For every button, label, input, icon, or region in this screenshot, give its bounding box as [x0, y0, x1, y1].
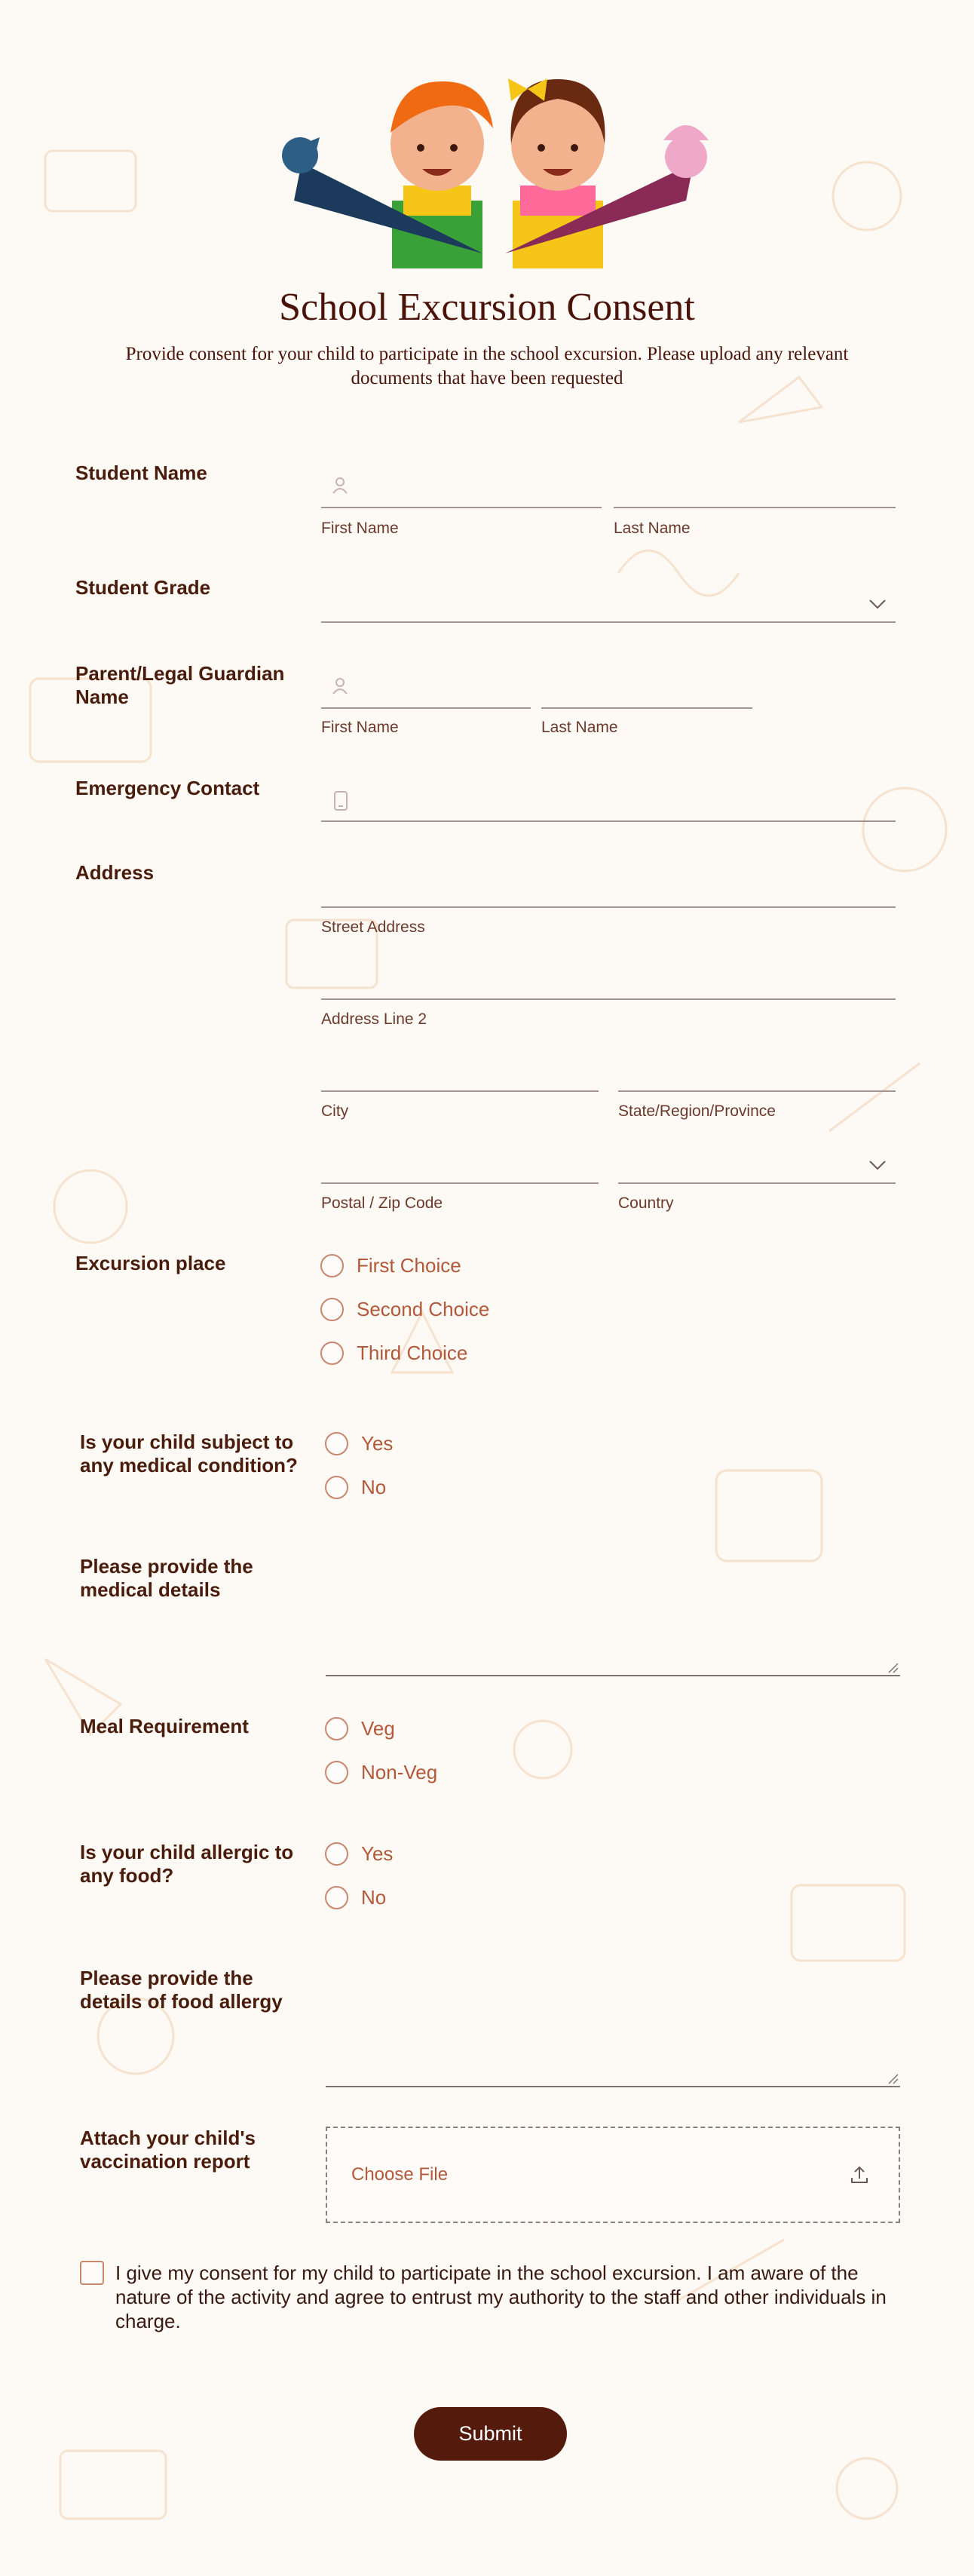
state-input[interactable] [618, 1048, 896, 1092]
student-last-name-sublabel: Last Name [614, 520, 691, 537]
student-first-name-input[interactable] [321, 465, 602, 508]
excursion-option-third[interactable] [320, 1338, 467, 1368]
phone-icon [333, 790, 348, 811]
excursion-option-second[interactable] [320, 1294, 489, 1324]
radio-button[interactable] [320, 1342, 344, 1365]
medical-option-yes[interactable] [325, 1428, 393, 1458]
upload-icon[interactable] [849, 2164, 870, 2185]
person-icon [332, 477, 348, 495]
guardian-first-name-input[interactable] [321, 665, 531, 709]
radio-label: Veg [361, 1716, 395, 1740]
radio-label: Second Choice [357, 1297, 490, 1320]
radio-button[interactable] [320, 1254, 344, 1277]
radio-button[interactable] [325, 1761, 348, 1784]
street-address-sublabel: Street Address [321, 918, 425, 936]
medical-condition-label: Is your child subject to any medical condition? [80, 1431, 298, 1477]
header-illustration [271, 72, 709, 268]
allergy-details-label: Please provide the details of food allergy [80, 1967, 283, 2013]
person-icon [332, 677, 348, 695]
radio-button[interactable] [325, 1717, 348, 1740]
state-sublabel: State/Region/Province [618, 1102, 776, 1120]
emergency-contact-input[interactable] [321, 778, 896, 822]
meal-option-veg[interactable] [325, 1713, 395, 1743]
consent-checkbox[interactable] [80, 2261, 104, 2285]
radio-button[interactable] [325, 1886, 348, 1909]
medical-option-no[interactable] [325, 1472, 386, 1502]
page-title: School Excursion Consent [279, 286, 695, 329]
file-upload-dropzone[interactable] [326, 2127, 900, 2223]
chevron-down-icon [868, 1160, 887, 1170]
allergy-details-textarea[interactable] [326, 1993, 900, 2087]
student-name-label: Student Name [75, 462, 207, 484]
address-line2-sublabel: Address Line 2 [321, 1010, 427, 1028]
emergency-contact-label: Emergency Contact [75, 777, 260, 799]
medical-details-textarea[interactable] [326, 1582, 900, 1676]
address-line2-input[interactable] [321, 956, 896, 1000]
radio-label: Third Choice [357, 1341, 468, 1364]
country-sublabel: Country [618, 1194, 674, 1212]
city-input[interactable] [321, 1048, 599, 1092]
radio-button[interactable] [325, 1432, 348, 1455]
student-first-name-sublabel: First Name [321, 520, 399, 537]
choose-file-button[interactable]: Choose File [351, 2164, 449, 2185]
student-last-name-input[interactable] [614, 465, 896, 508]
guardian-first-name-sublabel: First Name [321, 719, 399, 736]
excursion-option-first[interactable] [320, 1250, 461, 1280]
address-label: Address [75, 861, 155, 884]
allergy-option-no[interactable] [325, 1882, 386, 1912]
consent-text: I give my consent for my child to participate in the school excursion. I am aware of the nature of the activity and agree to entrust my authority to the staff and other individuals in charge. [115, 2262, 887, 2332]
street-address-input[interactable] [321, 864, 896, 908]
radio-button[interactable] [320, 1298, 344, 1321]
food-allergy-label: Is your child allergic to any food? [80, 1841, 294, 1887]
allergy-option-yes[interactable] [325, 1838, 393, 1869]
vaccination-label: Attach your child's vaccination report [80, 2127, 256, 2173]
chevron-down-icon [868, 599, 887, 609]
resize-handle-icon[interactable] [887, 2072, 899, 2084]
radio-label: Non-Veg [361, 1760, 438, 1783]
excursion-place-label: Excursion place [75, 1252, 226, 1274]
meal-option-nonveg[interactable] [325, 1757, 437, 1787]
page-subtitle: Provide consent for your child to participate in the school excursion. Please upload any relevant documents that have been requested [125, 344, 849, 388]
guardian-last-name-input[interactable] [541, 665, 752, 709]
meal-requirement-label: Meal Requirement [80, 1715, 249, 1737]
radio-label: No [361, 1475, 387, 1498]
radio-label: Yes [361, 1842, 394, 1865]
radio-label: Yes [361, 1431, 394, 1455]
postal-code-sublabel: Postal / Zip Code [321, 1194, 443, 1212]
student-grade-label: Student Grade [75, 576, 211, 599]
city-sublabel: City [321, 1102, 349, 1120]
radio-label: First Choice [357, 1253, 461, 1277]
country-select[interactable] [618, 1140, 896, 1184]
radio-label: No [361, 1885, 387, 1909]
student-grade-select[interactable] [321, 579, 896, 623]
guardian-last-name-sublabel: Last Name [541, 719, 618, 736]
medical-details-label: Please provide the medical details [80, 1555, 253, 1601]
radio-button[interactable] [325, 1476, 348, 1499]
postal-code-input[interactable] [321, 1140, 599, 1184]
resize-handle-icon[interactable] [887, 1661, 899, 1673]
submit-button[interactable]: Submit [414, 2407, 567, 2461]
radio-button[interactable] [325, 1842, 348, 1866]
guardian-name-label: Parent/Legal Guardian Name [75, 662, 285, 708]
